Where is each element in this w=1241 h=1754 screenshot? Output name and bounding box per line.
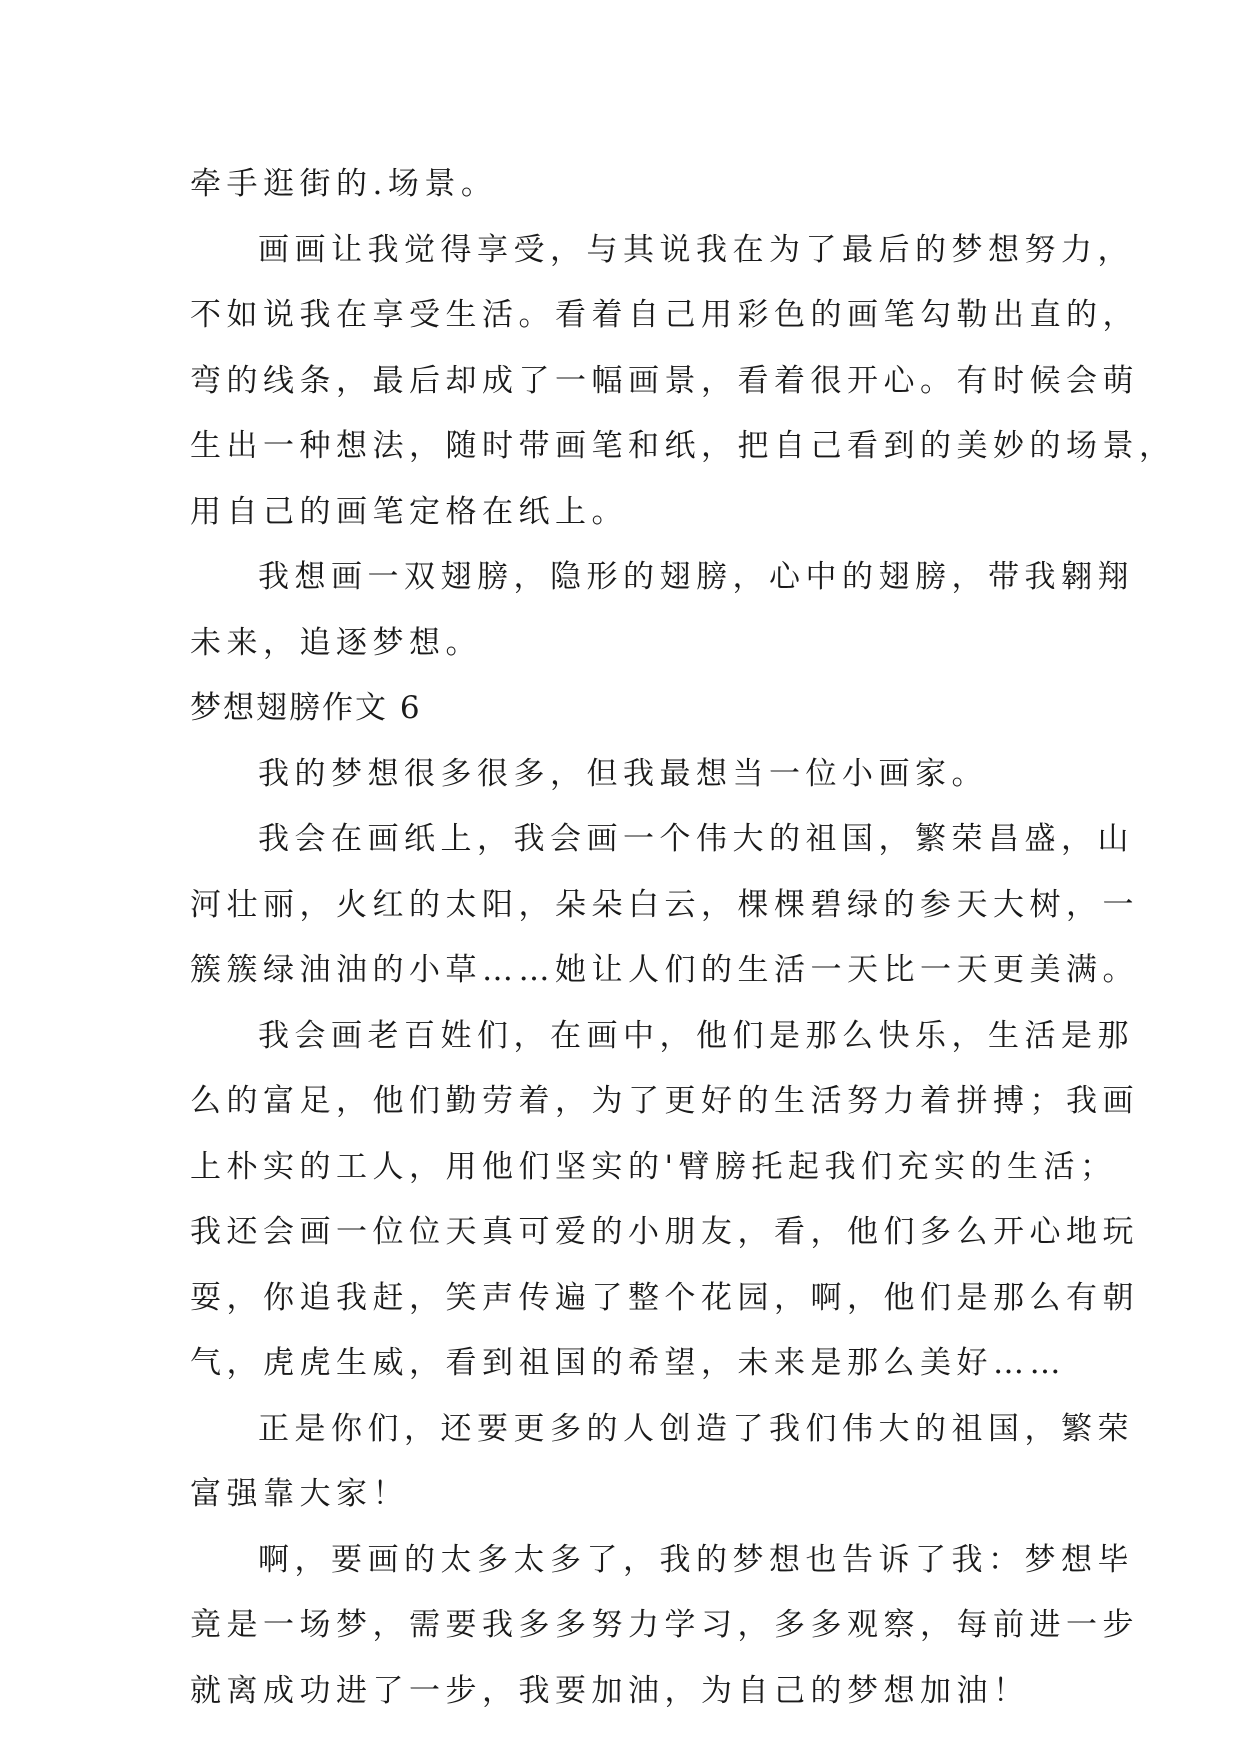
text-line: 我还会画一位位天真可爱的小朋友，看，他们多么开心地玩 — [190, 1214, 1139, 1250]
paragraph-start-line: 我会在画纸上，我会画一个伟大的祖国，繁荣昌盛，山 — [258, 821, 1134, 857]
paragraph-start-line: 我的梦想很多很多，但我最想当一位小画家。 — [258, 755, 988, 792]
text-line: 河壮丽，火红的太阳，朵朵白云，棵棵碧绿的参天大树，一 — [190, 886, 1139, 923]
text-line: 弯的线条，最后却成了一幅画景，看着很开心。有时候会萌 — [190, 362, 1139, 399]
text-line: 气，虎虎生威，看到祖国的希望，未来是那么美好…… — [190, 1345, 1066, 1381]
section-heading: 梦想翅膀作文 6 — [190, 690, 422, 726]
text-line: 么的富足，他们勤劳着，为了更好的生活努力着拼搏；我画 — [190, 1083, 1139, 1119]
text-line: 不如说我在享受生活。看着自己用彩色的画笔勾勒出直的， — [190, 297, 1139, 333]
document-body — [190, 152, 1176, 1724]
text-line: 未来，追逐梦想。 — [190, 624, 482, 661]
text-line: 就离成功进了一步，我要加油，为自己的梦想加油！ — [190, 1672, 1030, 1709]
paragraph-start-line: 我想画一双翅膀，隐形的翅膀，心中的翅膀，带我翱翔 — [258, 559, 1134, 595]
paragraph-start-line: 啊，要画的太多太多了，我的梦想也告诉了我：梦想毕 — [258, 1541, 1134, 1578]
paragraph-start-line: 我会画老百姓们，在画中，他们是那么快乐，生活是那 — [258, 1017, 1134, 1054]
text-line: 簇簇绿油油的小草……她让人们的生活一天比一天更美满。 — [190, 952, 1139, 988]
paragraph-start-line: 正是你们，还要更多的人创造了我们伟大的祖国，繁荣 — [258, 1410, 1134, 1447]
text-line: 耍，你追我赶，笑声传遍了整个花园，啊，他们是那么有朝 — [190, 1279, 1139, 1316]
text-line: 用自己的画笔定格在纸上。 — [190, 493, 628, 530]
text-line: 上朴实的工人，用他们坚实的'臂膀托起我们充实的生活； — [190, 1148, 1117, 1185]
paragraph-start-line: 画画让我觉得享受，与其说我在为了最后的梦想努力， — [258, 231, 1134, 268]
text-line: 牵手逛街的.场景。 — [190, 166, 498, 202]
text-line: 生出一种想法，随时带画笔和纸，把自己看到的美妙的场景， — [190, 428, 1176, 464]
text-line: 竟是一场梦，需要我多多努力学习，多多观察，每前进一步 — [190, 1607, 1139, 1643]
text-line: 富强靠大家！ — [190, 1476, 409, 1512]
